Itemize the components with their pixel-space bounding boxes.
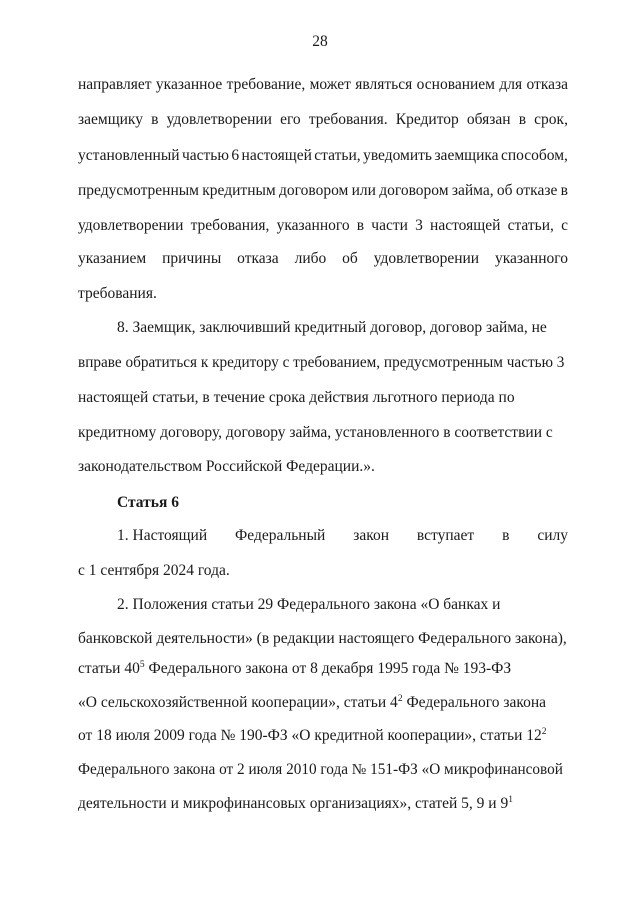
text-line: настоящей статьи, в течение срока действия льготного периода по	[78, 389, 515, 406]
text-run: от 18 июля 2009 года № 190-ФЗ «О кредитной кооперации», статьи 12	[78, 727, 542, 744]
text-run: «О сельскохозяйственной кооперации», статьи 4	[78, 694, 398, 711]
paragraph-start	[117, 526, 568, 546]
word: 6	[231, 147, 240, 164]
text-run: деятельности и микрофинансовых организациях», статей 5, 9 и 9	[78, 795, 509, 812]
word: может	[309, 76, 351, 93]
word: об	[496, 182, 513, 199]
text-line	[78, 693, 568, 713]
text-line	[78, 794, 568, 814]
word: срок,	[534, 111, 568, 128]
paragraph-start: 2. Положения статьи 29 Федерального закона «О банках и	[117, 596, 501, 613]
word: договором	[279, 182, 349, 199]
word: в	[518, 111, 527, 128]
word: заемщику	[78, 111, 143, 128]
word: договором	[379, 182, 449, 199]
superscript: 5	[139, 659, 145, 670]
word: требование,	[226, 76, 306, 93]
text-run: Федерального закона от 8 декабря 1995 года № 193-ФЗ	[144, 660, 512, 677]
word: удовлетворении	[166, 111, 272, 128]
word: являться	[355, 76, 413, 93]
word: либо	[294, 250, 327, 267]
word: отказе	[515, 182, 558, 199]
text-line: вправе обратиться к кредитору с требованием, предусмотренным частью 3	[78, 354, 565, 371]
word: удовлетворении	[78, 217, 184, 234]
word: Федеральный	[235, 527, 326, 544]
text-line: банковской деятельности» (в редакции настоящего Федерального закона),	[78, 630, 567, 647]
word: закон	[353, 527, 390, 544]
word: частью	[181, 147, 229, 164]
word: кредитным	[202, 182, 276, 199]
text-line	[78, 75, 568, 95]
word: отказа	[526, 76, 568, 93]
word: или	[351, 182, 376, 199]
text-line: Федерального закона от 2 июля 2010 года № 151-ФЗ «О микрофинансовой	[78, 761, 563, 778]
word: в	[151, 111, 159, 128]
word: отказа	[237, 250, 279, 267]
word: в	[356, 217, 365, 234]
superscript: 1	[508, 794, 513, 805]
word: 3	[415, 217, 423, 234]
text-line	[78, 146, 568, 166]
word: требования,	[190, 217, 270, 234]
text-run: Федерального закона	[402, 694, 547, 711]
word: удовлетворении	[373, 250, 480, 267]
word: указанное	[155, 76, 223, 93]
text-line	[78, 181, 568, 201]
word: статьи,	[314, 147, 361, 164]
word: 1. Настоящий	[117, 527, 208, 544]
word: причины	[162, 250, 222, 267]
word: в	[502, 527, 510, 544]
word: предусмотренным	[78, 182, 199, 199]
page-number: 28	[312, 33, 328, 50]
text-line: требования.	[78, 285, 157, 302]
word: основанием	[416, 76, 495, 93]
word: способом,	[500, 147, 568, 164]
text-line	[78, 659, 568, 679]
text-line	[78, 110, 568, 130]
article-heading: Статья 6	[117, 494, 179, 511]
text-line	[78, 726, 568, 746]
word: настоящей	[430, 217, 501, 234]
word: силу	[537, 527, 568, 544]
word: указанного	[495, 250, 568, 267]
word: об	[342, 250, 358, 267]
word: установленный	[78, 147, 180, 164]
word: в	[560, 182, 568, 199]
text-line: с 1 сентября 2024 года.	[78, 562, 230, 579]
word: обязан	[466, 111, 511, 128]
word: указанием	[78, 250, 147, 267]
superscript: 2	[541, 726, 547, 737]
text-line	[78, 216, 568, 236]
word: заемщика	[434, 147, 499, 164]
word: вступает	[416, 527, 475, 544]
word: его	[280, 111, 301, 128]
word: статьи,	[507, 217, 554, 234]
word: для	[499, 76, 523, 93]
text-line-justified	[78, 249, 568, 269]
word: требования.	[308, 111, 388, 128]
superscript: 2	[397, 693, 403, 704]
text-run: статьи 40	[78, 660, 140, 677]
text-line: кредитному договору, договору займа, установленного в соответствии с	[78, 424, 553, 441]
word: с	[561, 217, 568, 234]
word: Кредитор	[395, 111, 459, 128]
paragraph-start: 8. Заемщик, заключивший кредитный договор, договор займа, не	[117, 319, 547, 336]
word: уведомить	[363, 147, 433, 164]
word: настоящей	[241, 147, 312, 164]
text-line: законодательством Российской Федерации.».	[78, 458, 375, 475]
word: займа,	[451, 182, 494, 199]
word: направляет	[78, 76, 152, 93]
word: части	[371, 217, 408, 234]
word: указанного	[276, 217, 350, 234]
